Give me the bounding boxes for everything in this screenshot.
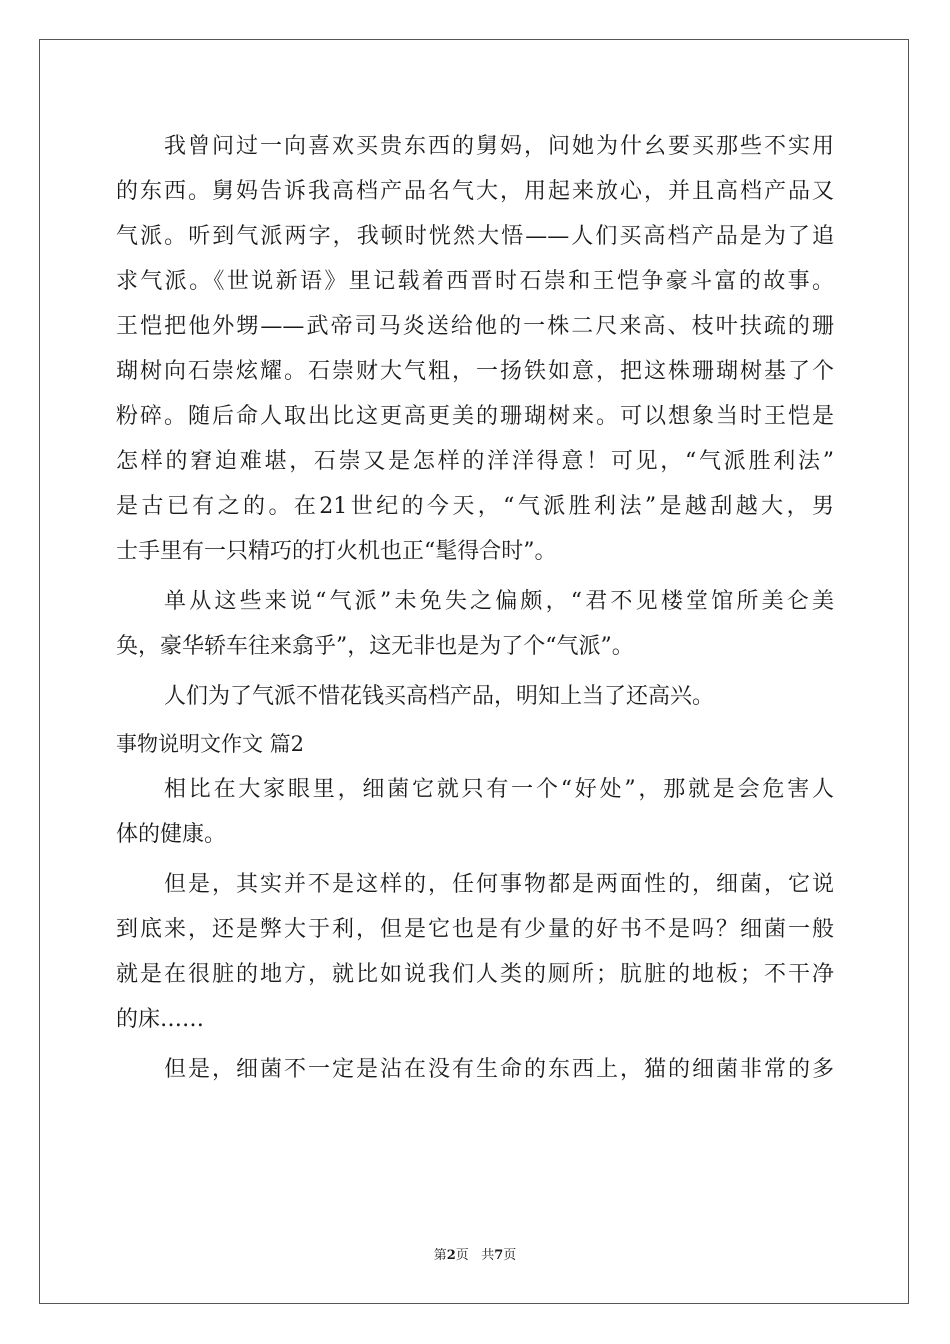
text-line: 体的健康。 [116,822,227,847]
section-heading: 事物说明文作文 篇2 [116,732,305,756]
footer-total-suffix: 页 [503,1248,517,1263]
text-line: 怎样的窘迫难堪，石崇又是怎样的洋洋得意！可见，“气派胜利法” [116,449,834,474]
text-line: 单从这些来说“气派”未免失之偏颇，“君不见楼堂馆所美仑美 [164,589,834,614]
text-line: 瑚树向石崇炫耀。石崇财大气粗，一扬铁如意，把这株珊瑚树基了个 [116,359,834,384]
text-line: 的东西。舅妈告诉我高档产品名气大，用起来放心，并且高档产品又 [116,179,834,204]
page-footer [0,1244,950,1263]
text-line: 是古已有之的。在21世纪的今天，“气派胜利法”是越刮越大，男 [116,494,834,519]
text-line: 到底来，还是弊大于利，但是它也是有少量的好书不是吗？细菌一般 [116,917,834,942]
text-line: 气派。听到气派两字，我顿时恍然大悟——人们买高档产品是为了追 [116,224,834,249]
footer-page-prefix: 第 [433,1248,447,1263]
footer-page-number: 2 [446,1248,456,1263]
footer-page-suffix: 页 [455,1248,469,1263]
text-line: 求气派。《世说新语》里记载着西晋时石崇和王恺争豪斗富的故事。 [116,269,834,294]
text-line: 我曾问过一向喜欢买贵东西的舅妈，问她为什幺要买那些不实用 [164,134,834,159]
text-line: 粉碎。随后命人取出比这更高更美的珊瑚树来。可以想象当时王恺是 [116,404,834,429]
text-line: 但是，其实并不是这样的，任何事物都是两面性的，细菌，它说 [164,872,834,897]
text-line: 相比在大家眼里，细菌它就只有一个“好处”，那就是会危害人 [164,777,834,802]
text-line: 奂，豪华轿车往来翕乎”，这无非也是为了个“气派”。 [116,634,634,659]
text-line: 士手里有一只精巧的打火机也正“髦得合时”。 [116,539,557,564]
text-line: 的床…… [116,1007,205,1032]
text-line: 但是，细菌不一定是沾在没有生命的东西上，猫的细菌非常的多 [164,1057,834,1082]
text-line: 就是在很脏的地方，就比如说我们人类的厕所；肮脏的地板；不干净 [116,962,834,987]
text-line: 人们为了气派不惜花钱买高档产品，明知上当了还高兴。 [164,684,715,709]
footer-total-number: 7 [494,1248,504,1263]
text-line: 王恺把他外甥——武帝司马炎送给他的一株二尺来高、枝叶扶疏的珊 [116,314,834,339]
footer-total-prefix: 共 [481,1248,495,1263]
